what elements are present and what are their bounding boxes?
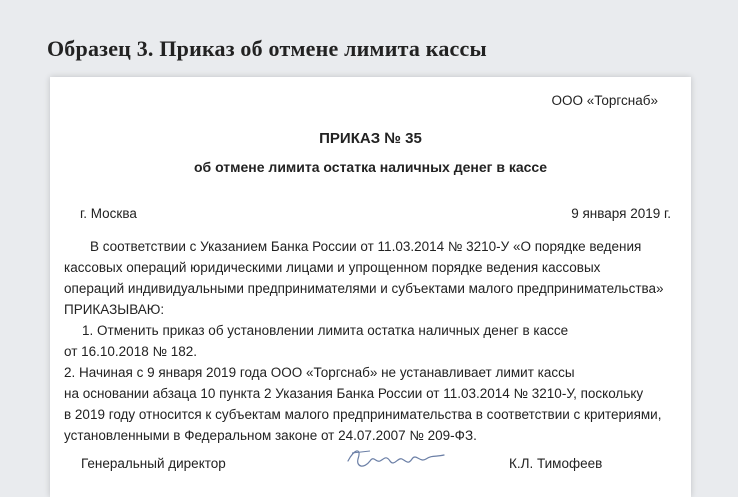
order-subtitle: об отмене лимита остатка наличных денег в кассе [194,159,547,175]
page-heading: Образец 3. Приказ об отмене лимита кассы [47,36,487,61]
document-city: г. Москва [80,206,137,221]
signature-image [340,439,450,479]
body-line: ПРИКАЗЫВАЮ: [64,302,165,317]
signer-position: Генеральный директор [81,456,226,471]
body-line: операций индивидуальными предпринимателями и субъектами малого предпринимательства» [64,281,664,296]
body-line: 1. Отменить приказ об установлении лимита остатка наличных денег в кассе [82,323,569,338]
document-date: 9 января 2019 г. [571,206,671,221]
body-line: установленными в Федеральном законе от 24.07.2007 № 209-ФЗ. [64,428,477,443]
signer-name: К.Л. Тимофеев [509,456,603,471]
body-line: 2. Начиная с 9 января 2019 года ООО «Торгснаб» не устанавливает лимит кассы [64,365,575,380]
document-page [50,77,691,497]
organization-name: ООО «Торгснаб» [551,93,658,108]
body-line: В соответствии с Указанием Банка России от 11.03.2014 № 3210-У «О порядке ведения [90,239,642,254]
order-title: ПРИКАЗ № 35 [319,130,422,147]
body-line: от 16.10.2018 № 182. [64,344,197,359]
body-line: в 2019 году относится к субъектам малого предпринимательства в соответствии с критериями, [64,407,662,422]
body-line: на основании абзаца 10 пункта 2 Указания Банка России от 11.03.2014 № 3210-У, поскольку [64,386,644,401]
body-line: кассовых операций юридическими лицами и упрощенном порядке ведения кассовых [64,260,601,275]
